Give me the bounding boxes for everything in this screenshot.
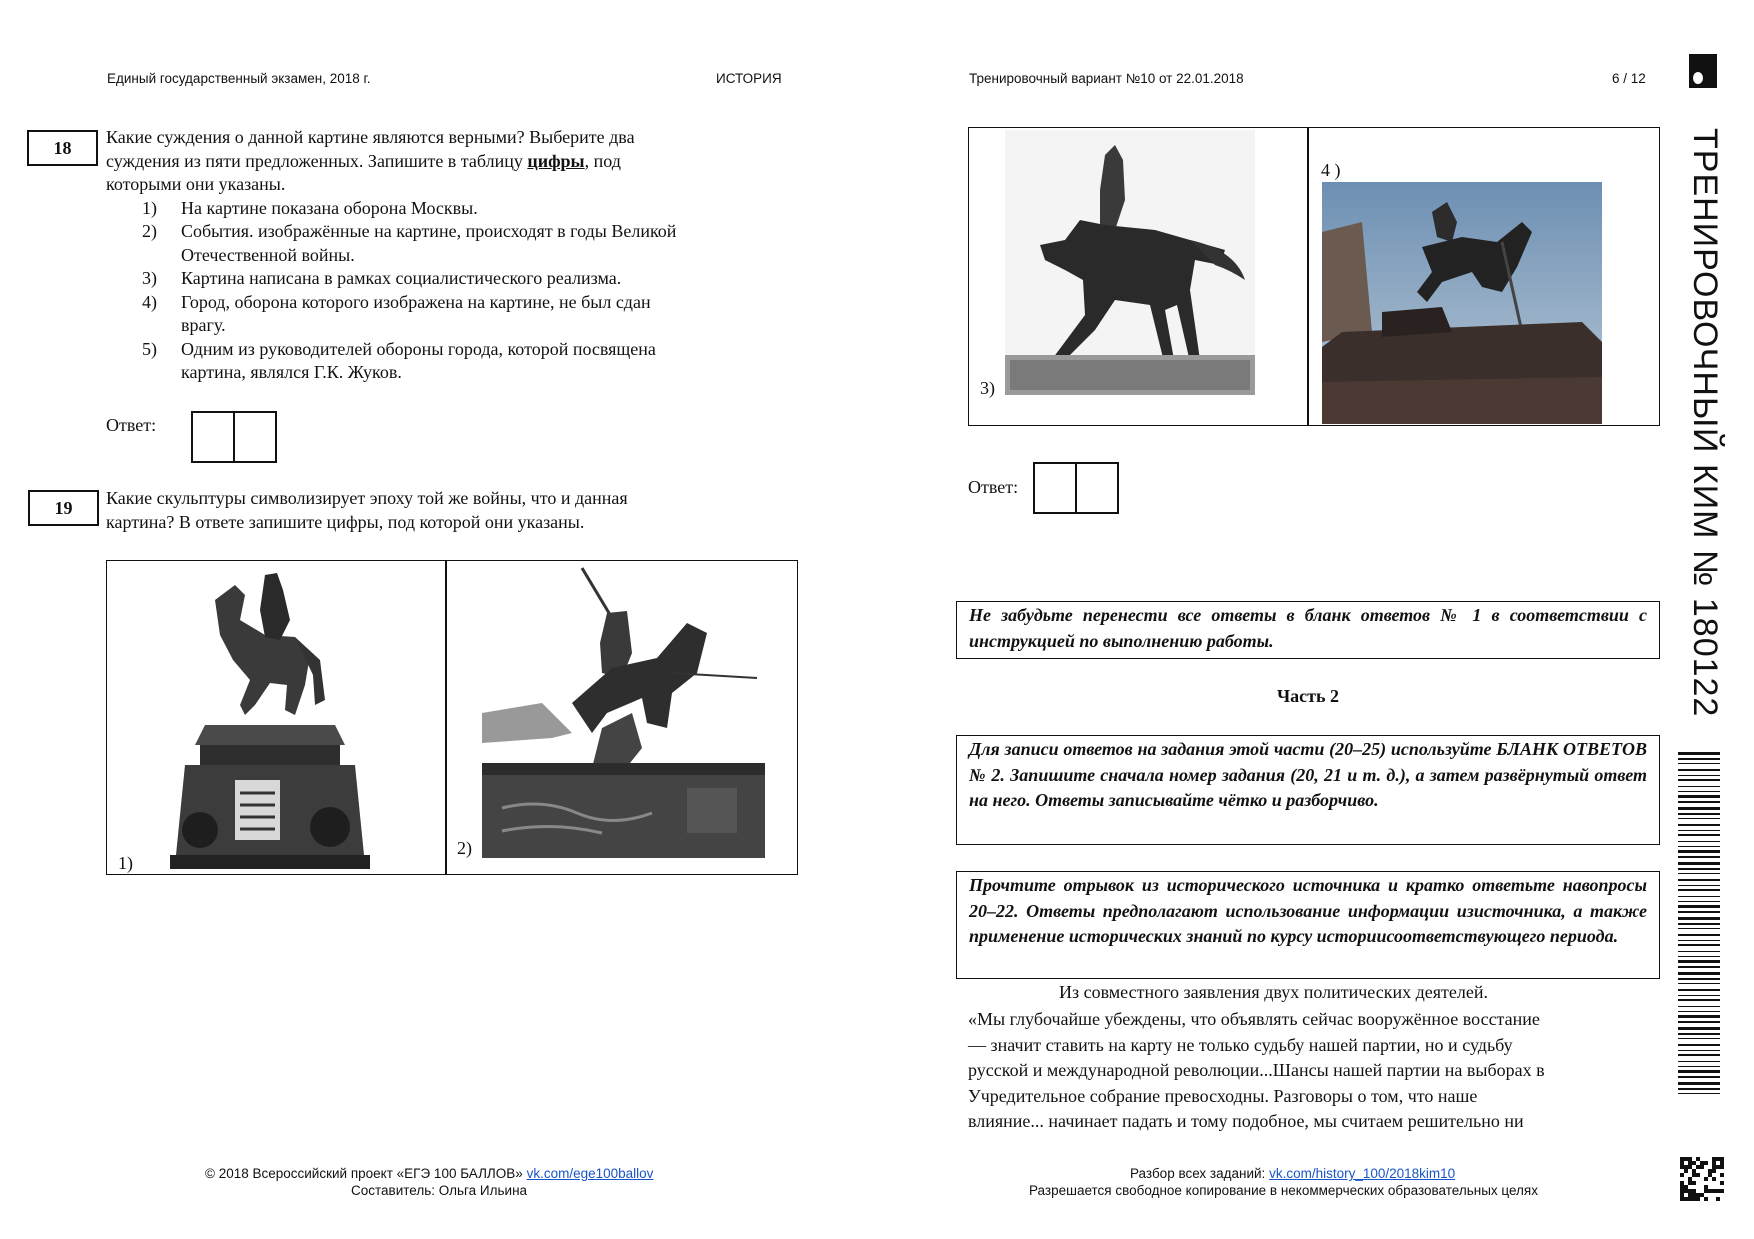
barcode-bar <box>1678 791 1720 792</box>
corner-marker-icon <box>1689 54 1717 88</box>
barcode-bar <box>1678 940 1720 941</box>
qr-module <box>1704 1197 1708 1201</box>
qr-module <box>1692 1181 1696 1185</box>
exam-title: Единый государственный экзамен, 2018 г. <box>107 71 371 86</box>
barcode-bar <box>1678 917 1720 920</box>
answer-cell[interactable] <box>193 413 233 461</box>
barcode-bar <box>1678 956 1720 957</box>
task-number-18: 18 <box>27 130 98 166</box>
qr-module <box>1684 1169 1688 1173</box>
barcode-bar <box>1678 846 1720 847</box>
answer-cell[interactable] <box>1035 464 1075 512</box>
barcode-bar <box>1678 752 1720 755</box>
barcode-bar <box>1678 841 1720 842</box>
footer-author: Составитель: Ольга Ильина <box>351 1183 528 1198</box>
q19-answer-box[interactable] <box>1033 462 1119 514</box>
barcode-bar <box>1678 758 1720 760</box>
barcode-bar <box>1678 786 1720 787</box>
barcode-bar <box>1678 1088 1720 1090</box>
barcode-bar <box>1678 1050 1720 1051</box>
barcode-bar <box>1678 1054 1720 1056</box>
barcode-bar <box>1678 896 1720 897</box>
footer-analysis: Разбор всех заданий: vk.com/history_100/2018kim10 <box>1130 1166 1456 1181</box>
barcode-bar <box>1678 834 1720 836</box>
qr-module <box>1696 1197 1700 1201</box>
sculpture-4-image <box>1322 182 1602 424</box>
barcode-bar <box>1678 873 1720 874</box>
barcode-bar <box>1678 824 1720 826</box>
qr-module <box>1720 1181 1724 1185</box>
barcode-bar <box>1678 769 1720 771</box>
footer-analysis-link[interactable]: vk.com/history_100/2018kim10 <box>1269 1166 1456 1181</box>
qr-module <box>1696 1173 1700 1177</box>
barcode-bar <box>1678 801 1720 803</box>
qr-module <box>1704 1161 1708 1165</box>
barcode-bar <box>1678 813 1720 815</box>
qr-module <box>1720 1165 1724 1169</box>
q18-option-1: 1) На картине показана оборона Москвы. <box>142 197 478 218</box>
barcode-bar <box>1678 983 1720 984</box>
qr-module <box>1700 1165 1704 1169</box>
barcode-bar <box>1678 862 1720 865</box>
q18-answer-label: Ответ: <box>106 415 157 435</box>
barcode-bar <box>1678 779 1720 781</box>
barcode-bar <box>1678 978 1720 980</box>
barcode-bar <box>1678 818 1720 819</box>
barcode-bar <box>1678 972 1720 975</box>
barcode-bar <box>1678 775 1720 776</box>
barcode-bar <box>1678 928 1720 929</box>
qr-module <box>1720 1189 1724 1193</box>
barcode-bar <box>1678 1076 1720 1078</box>
q18-answer-box[interactable] <box>191 411 277 463</box>
barcode-icon <box>1678 752 1720 1098</box>
barcode-bar <box>1678 923 1720 925</box>
subject-label: ИСТОРИЯ <box>716 71 782 86</box>
q18-option-2: 2) События. изображённые на картине, происходят в годы Великой Отечественной войны. <box>142 221 677 265</box>
barcode-bar <box>1678 807 1720 810</box>
barcode-bar <box>1678 960 1720 963</box>
barcode-bar <box>1678 995 1720 996</box>
part2-title: Часть 2 <box>1276 686 1340 706</box>
task-number-19: 19 <box>28 490 99 526</box>
sculpture-2-image <box>482 563 765 858</box>
barcode-bar <box>1678 951 1720 952</box>
answer-cell[interactable] <box>233 413 275 461</box>
barcode-bar <box>1678 911 1720 913</box>
barcode-bar <box>1678 901 1720 902</box>
barcode-bar <box>1678 856 1720 858</box>
barcode-bar <box>1678 1006 1720 1007</box>
barcode-bar <box>1678 1015 1720 1018</box>
barcode-bar <box>1678 934 1720 936</box>
source-title: Из совместного заявления двух политических деятелей. <box>1059 982 1488 1002</box>
barcode-bar <box>1678 1033 1720 1035</box>
sculpture-4-label: 4 ) <box>1321 160 1341 180</box>
barcode-bar <box>1678 795 1720 798</box>
barcode-bar <box>1678 999 1720 1001</box>
sculpture-1-label: 1) <box>118 853 133 873</box>
barcode-bar <box>1678 1021 1720 1023</box>
part2-instructions: Для записи ответов на задания этой части (20–25) используйте БЛАНК ОТВЕТОВ № 2. Запишите сначала номер задания (20, 21 и т. д.), а затем развёрнутый ответ на него. Ответы записывайте чётко и разборчиво. <box>956 735 1660 845</box>
q18-text: Какие суждения о данной картине являются верными? Выберите два суждения из пяти предложенных. Запишите в таблицу цифры, под которыми они указаны. 1) На картине показана оборона Москвы. 2) События. изображённые на картине, происходят в годы Великой Отечественной войны. 3) Картина написана в рамках социалистического реализма. 4) Город, оборона которого изображена на картине, не был сдан врагу. 5) Одним из руководителей обороны города, которой посвящена картина, являлся Г.К. Жуков. <box>106 126 776 385</box>
q19-answer-label: Ответ: <box>968 477 1019 497</box>
barcode-bar <box>1678 1093 1720 1094</box>
answer-transfer-reminder: Не забудьте перенести все ответы в бланк ответов № 1 в соответствии с инструкцией по выполнению работы. <box>956 601 1660 659</box>
page-number: 6 / 12 <box>1612 71 1646 86</box>
barcode-bar <box>1678 830 1720 831</box>
barcode-bar <box>1678 905 1720 908</box>
footer-copyright: © 2018 Всероссийский проект «ЕГЭ 100 БАЛЛОВ» vk.com/ege100ballov <box>205 1166 654 1181</box>
barcode-bar <box>1678 889 1720 891</box>
footer-license: Разрешается свободное копирование в некоммерческих образовательных целях <box>1029 1183 1538 1198</box>
barcode-bar <box>1678 989 1720 991</box>
sculpture-2-label: 2) <box>457 838 472 858</box>
qr-module <box>1716 1197 1720 1201</box>
barcode-bar <box>1678 944 1720 946</box>
barcode-bar <box>1678 1044 1720 1046</box>
barcode-bar <box>1678 1061 1720 1062</box>
source-task-instructions: Прочтите отрывок из исторического источника и кратко ответьте навопросы 20–22. Ответы предполагают использование информации изисточника, а также применение исторических знаний по курсу историисоответствующего периода. <box>956 871 1660 979</box>
barcode-bar <box>1678 1011 1720 1012</box>
q19-text: Какие скульптуры символизирует эпоху той же войны, что и данная картина? В ответе запишите цифры, под которой они указаны. <box>106 488 628 532</box>
q18-option-5: 5) Одним из руководителей обороны города, которой посвящена картина, являлся Г.К. Жуков. <box>142 338 656 382</box>
q18-option-4: 4) Город, оборона которого изображена на картине, не был сдан врагу. <box>142 291 651 335</box>
qr-code-icon <box>1680 1157 1724 1201</box>
sculpture-3-label: 3) <box>980 378 995 398</box>
qr-module <box>1712 1169 1716 1173</box>
variant-label: Тренировочный вариант №10 от 22.01.2018 <box>969 71 1244 86</box>
qr-module <box>1720 1173 1724 1177</box>
source-excerpt: «Мы глубочайше убеждены, что объявлять сейчас вооружённое восстание — значит ставить на карту не только судьбу нашей партии, но и судьбу русской и международной революции...Шансы нашей партии на выборах в Учредительное собрание превосходны. Разговоры о том, что наше влияние... начинает падать и тому подобное, мы считаем решительно ни <box>968 1009 1545 1131</box>
qr-module <box>1680 1173 1684 1177</box>
barcode-bar <box>1678 1082 1720 1085</box>
barcode-bar <box>1678 1027 1720 1030</box>
footer-vk-link[interactable]: vk.com/ege100ballov <box>526 1166 654 1181</box>
barcode-bar <box>1678 966 1720 968</box>
side-kim-title: ТРЕНИРОВОЧНЫЙ КИМ № 180122 <box>1686 128 1724 718</box>
barcode-bar <box>1678 763 1720 764</box>
qr-module <box>1712 1177 1716 1181</box>
barcode-bar <box>1678 868 1720 870</box>
qr-module <box>1704 1177 1708 1181</box>
barcode-bar <box>1678 850 1720 853</box>
answer-cell[interactable] <box>1075 464 1117 512</box>
sculpture-1-image <box>145 565 385 873</box>
q18-option-3: 3) Картина написана в рамках социалистического реализма. <box>142 268 622 288</box>
barcode-bar <box>1678 879 1720 881</box>
barcode-bar <box>1678 1066 1720 1067</box>
sculpture-3-image <box>1005 130 1255 395</box>
barcode-bar <box>1678 1038 1720 1039</box>
barcode-bar <box>1678 1070 1720 1073</box>
barcode-bar <box>1678 885 1720 886</box>
